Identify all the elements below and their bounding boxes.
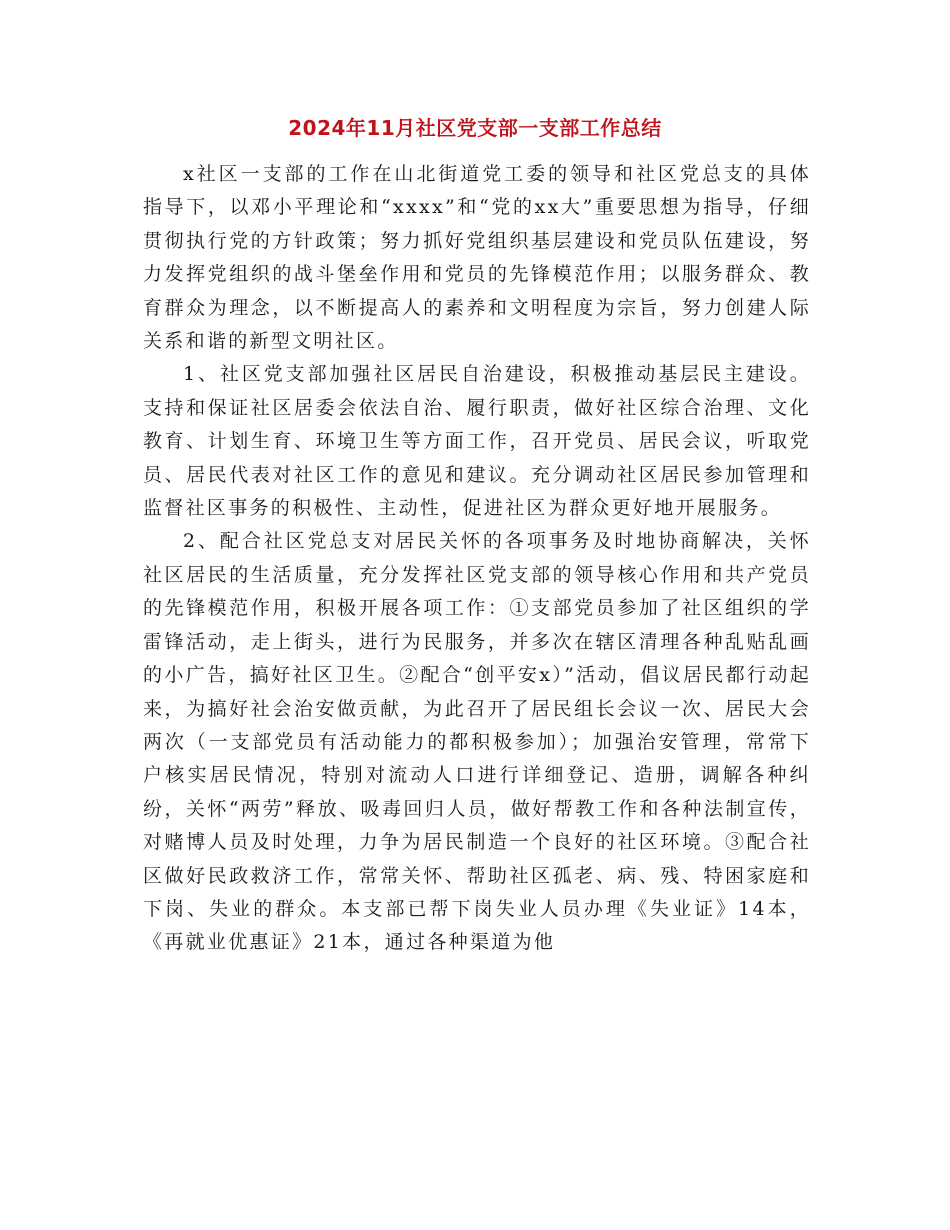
document-title: 2024年11月社区党支部一支部工作总结	[288, 116, 662, 140]
document-body	[143, 158, 811, 960]
paragraph-item-1: 1、社区党支部加强社区居民自治建设，积极推动基层民主建设。支持和保证社区居委会依法自治、履行职责，做好社区综合治理、文化教育、计划生育、环境卫生等方面工作，召开党员、居民会议，听取党员、居民代表对社区工作的意见和建议。充分调动社区居民参加管理和监督社区事务的积极性、主动性，促进社区为群众更好地开展服务。	[143, 363, 811, 520]
paragraph-intro: x社区一支部的工作在山北街道党工委的领导和社区党总支的具体指导下，以邓小平理论和“xxxx”和“党的xx大”重要思想为指导，仔细贯彻执行党的方针政策；努力抓好党组织基层建设和党员队伍建设，努力发挥党组织的战斗堡垒作用和党员的先锋模范作用；以服务群众、教育群众为理念，以不断提高人的素养和文明程度为宗旨，努力创建人际关系和谐的新型文明社区。	[143, 163, 811, 353]
paragraph-item-2: 2、配合社区党总支对居民关怀的各项事务及时地协商解决，关怀社区居民的生活质量，充分发挥社区党支部的领导核心作用和共产党员的先锋模范作用，积极开展各项工作：①支部党员参加了社区组织的学雷锋活动，走上街头，进行为民服务，并多次在辖区清理各种乱贴乱画的小广告，搞好社区卫生。②配合“创平安x）”活动，倡议居民都行动起来，为搞好社会治安做贡献，为此召开了居民组长会议一次、居民大会两次（一支部党员有活动能力的都积极参加）；加强治安管理，常常下户核实居民情况，特别对流动人口进行详细登记、造册，调解各种纠纷，关怀“两劳”释放、吸毒回归人员，做好帮教工作和各种法制宣传，对赌博人员及时处理，力争为居民制造一个良好的社区环境。③配合社区做好民政救济工作，常常关怀、帮助社区孤老、病、残、特困家庭和下岗、失业的群众。本支部已帮下岗失业人员办理《失业证》14本，《再就业优惠证》21本，通过各种渠道为他	[143, 530, 811, 954]
